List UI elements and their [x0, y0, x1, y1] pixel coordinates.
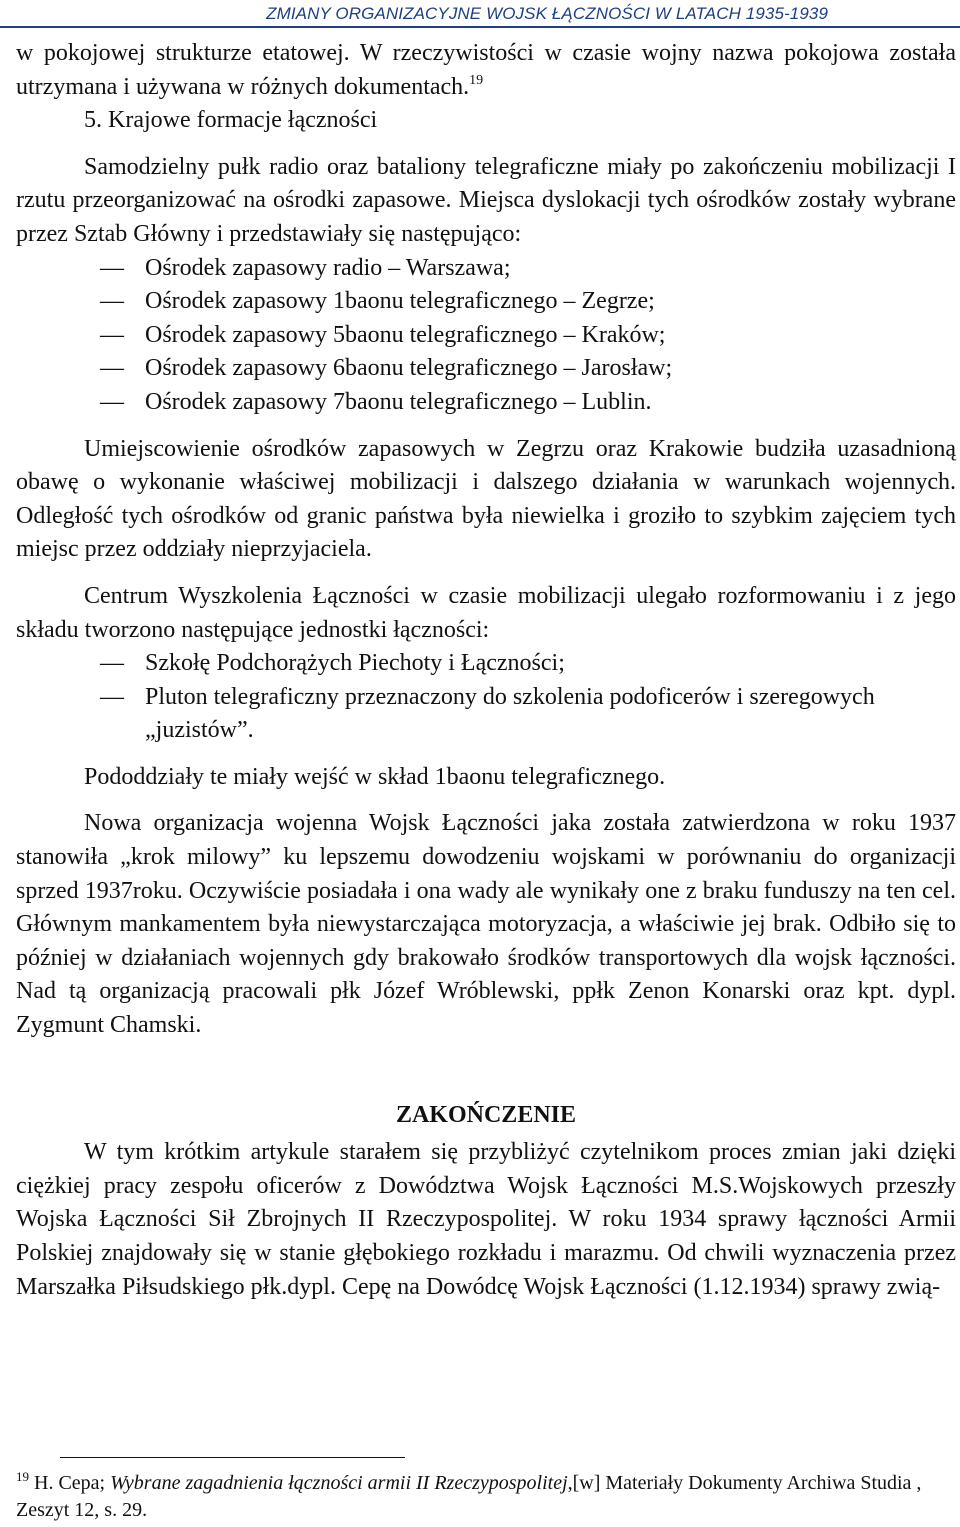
- footnote-author: H. Cepa;: [34, 1472, 111, 1494]
- list-item-text: Ośrodek zapasowy 5baonu telegraficznego – Kraków;: [145, 321, 666, 348]
- list-item-text: Ośrodek zapasowy 6baonu telegraficznego – Jarosław;: [145, 355, 673, 382]
- section-heading: 5. Krajowe formacje łączności: [84, 107, 378, 134]
- list-units: [16, 647, 956, 748]
- paragraph-5: Pododdziały te miały wejść w skład 1baonu telegraficznego.: [84, 763, 666, 790]
- list-item: [16, 386, 956, 420]
- footnote-separator: [60, 1457, 405, 1458]
- list-item-text: Ośrodek zapasowy radio – Warszawa;: [145, 254, 511, 281]
- dash-bullet-icon: —: [100, 288, 124, 315]
- list-item-text: Szkołę Podchorążych Piechoty i Łączności;: [145, 650, 565, 677]
- list-item: [16, 285, 956, 319]
- paragraph-6: Nowa organizacja wojenna Wojsk Łączności jaka została zatwierdzona w roku 1937 stanowiła „krok milowy” ku lepszemu dowodzeniu wojskami w porównaniu do organizacji sprzed 1937roku. Oczywiście posiadała i ona wady ale wynikały one z braku funduszy na ten cel. Głównym mankamentem była niewystarczająca motoryzacja, a właściwie jej brak. Odbiło się to później w działaniach wojennych gdy brakowało środków transportowych dla wojsk łączności. Nad tą organizacją pracowali płk Józef Wróblewski, ppłk Zenon Konarski oraz kpt. dypl. Zygmunt Chamski.: [16, 810, 956, 1039]
- dash-bullet-icon: —: [100, 388, 124, 415]
- dash-bullet-icon: —: [100, 321, 124, 348]
- dash-bullet-icon: —: [100, 650, 124, 677]
- paragraph-1: [16, 37, 956, 104]
- list-reserve-centers: [16, 252, 956, 420]
- list-item: [16, 647, 956, 681]
- paragraph-4: Centrum Wyszkolenia Łączności w czasie mobilizacji ulegało rozformowaniu i z jego składu tworzono następujące jednostki łączności:: [16, 582, 956, 643]
- page-body: [16, 37, 956, 1304]
- list-item-text: Ośrodek zapasowy 7baonu telegraficznego – Lublin.: [145, 388, 652, 415]
- footnote-source: ,[w] Materiały Dokumenty Archiwa Studia , Zeszyt 12, s. 29.: [16, 1472, 922, 1521]
- list-item-text: Pluton telegraficzny przeznaczony do szkolenia podoficerów i szeregowych „juzistów”.: [145, 683, 875, 744]
- list-item: [16, 319, 956, 353]
- paragraph-2: Samodzielny pułk radio oraz bataliony telegraficzne miały po zakończeniu mobilizacji I rzutu przeorganizować na ośrodki zapasowe. Miejsca dyslokacji tych ośrodków zostały wybrane przez Sztab Główny i przedstawiały się następująco:: [16, 153, 956, 247]
- running-header: [0, 0, 960, 28]
- dash-bullet-icon: —: [100, 355, 124, 382]
- dash-bullet-icon: —: [100, 683, 124, 710]
- paragraph-7: W tym krótkim artykule starałem się przybliżyć czytelnikom proces zmian jaki dzięki ciężkiej pracy zespołu oficerów z Dowództwa Wojsk Łączności M.S.Wojskowych przeszły Wojska Łączności Sił Zbrojnych II Rzeczypospolitej. W roku 1934 sprawy łączności Armii Polskiej znajdowały się w stanie głębokiego rozkładu i marazmu. Od chwili wyznaczenia przez Marszałka Piłsudskiego płk.dypl. Cepę na Dowódcę Wojsk Łączności (1.12.1934) sprawy zwią-: [16, 1139, 956, 1300]
- conclusion-heading: ZAKOŃCZENIE: [395, 1101, 577, 1128]
- footnote-title: Wybrane zagadnienia łączności armii II Rzeczypospolitej: [110, 1472, 568, 1494]
- paragraph-1-text: w pokojowej strukturze etatowej. W rzeczywistości w czasie wojny nazwa pokojowa została utrzymana i używana w różnych dokumentach.: [16, 40, 956, 100]
- paragraph-3: Umiejscowienie ośrodków zapasowych w Zegrzu oraz Krakowie budziła uzasadnioną obawę o wykonanie właściwej mobilizacji i dalszego działania w warunkach wojennych. Odległość tych ośrodków od granic państwa była niewielka i groziło to szybkim zajęciem tych miejsc przez oddziały nieprzyjaciela.: [16, 435, 956, 563]
- list-item: [16, 252, 956, 286]
- footnote: [16, 1470, 952, 1524]
- running-title: ZMIANY ORGANIZACYJNE WOJSK ŁĄCZNOŚCI W LATACH 1935-1939: [266, 4, 828, 23]
- list-item: [16, 352, 956, 386]
- footnote-number: 19: [16, 1469, 29, 1484]
- list-item: [16, 681, 956, 748]
- dash-bullet-icon: —: [100, 254, 124, 281]
- list-item-text: Ośrodek zapasowy 1baonu telegraficznego – Zegrze;: [145, 288, 655, 315]
- footnote-ref[interactable]: 19: [469, 72, 484, 88]
